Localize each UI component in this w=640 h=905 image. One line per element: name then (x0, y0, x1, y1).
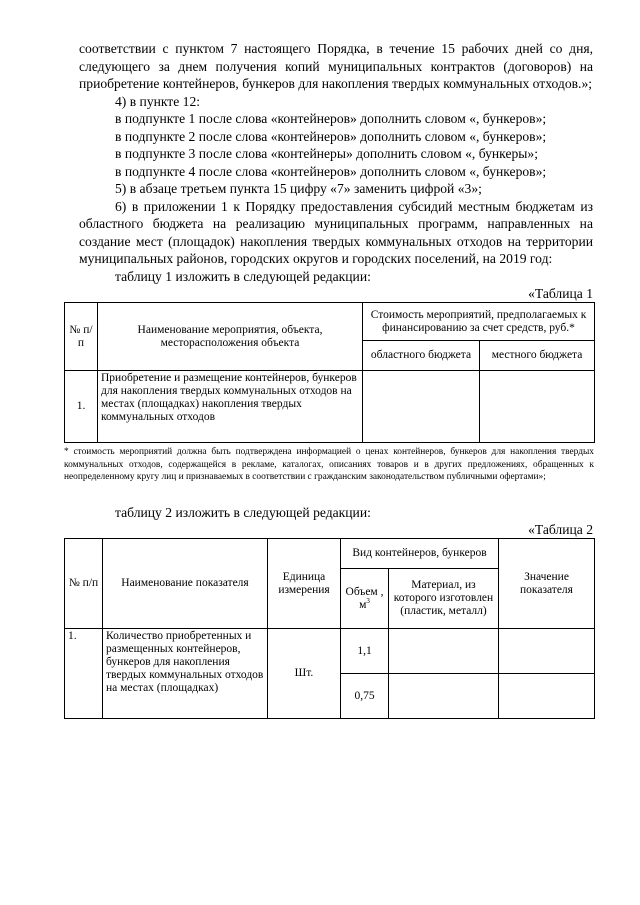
document-page (64, 40, 594, 719)
table2-row-name: Количество приобретенных и размещенных контейнеров, бункеров для накопления твердых коммунальных отходов на местах (площадках) (103, 629, 268, 719)
table2-value-1 (499, 629, 595, 674)
paragraph: таблицу 1 изложить в следующей редакции: (115, 268, 371, 284)
table2-header-kind: Вид контейнеров, бункеров (341, 539, 499, 569)
table1-header-cost: Стоимость мероприятий, предполагаемых к финансированию за счет средств, руб.* (363, 303, 595, 341)
footnote: * стоимость мероприятий должна быть подтверждена информацией о ценах контейнеров, бункеров для накопления твердых коммунальных отходов, содержащейся в рекламе, каталогах, описаниях товаров и в других предложениях, обращенных к неопределенному кругу лиц и признаваемых в соответствии с гражданским законодательством публичными офертами»; (64, 447, 594, 483)
paragraph: 5) в абзаце третьем пункта 15 цифру «7» заменить цифрой «3»; (115, 181, 482, 196)
paragraph: таблицу 2 изложить в следующей редакции: (115, 504, 371, 520)
table2-header-unit: Единица измерения (268, 539, 341, 629)
table2-header-value: Значение показателя (499, 539, 595, 629)
table1-header-num: № п/п (65, 303, 98, 371)
table1-header-name: Наименование мероприятия, объекта, месторасположения объекта (98, 303, 363, 371)
paragraph: соответствии с пунктом 7 настоящего Порядка, в течение 15 рабочих дней со дня, следующего за днем получения копий муниципальных контрактов (договоров) на приобретение контейнеров, бункеров для накопления твердых коммунальных отходов.»; (79, 41, 593, 91)
table2-material-1 (389, 629, 499, 674)
table1-row-name: Приобретение и размещение контейнеров, бункеров для накопления твердых коммунальных отходов на местах (площадках) накопления твердых коммунальных отходов (98, 371, 363, 443)
table-1 (64, 302, 595, 443)
table2-header-volume (341, 569, 389, 629)
paragraph: в подпункте 3 после слова «контейнеры» дополнить словом «, бункеры»; (115, 146, 538, 161)
table1-row-local (480, 371, 595, 443)
table1-row-regional (363, 371, 480, 443)
volume-label: Объем , м (345, 585, 384, 611)
table1-row-num: 1. (65, 371, 98, 443)
paragraph: 4) в пункте 12: (115, 93, 201, 109)
table2-volume-2: 0,75 (341, 674, 389, 719)
table2-row-num: 1. (65, 629, 103, 719)
volume-superscript: 3 (366, 596, 370, 605)
table2-value-2 (499, 674, 595, 719)
table2-header-name: Наименование показателя (103, 539, 268, 629)
table1-header-local: местного бюджета (480, 341, 595, 371)
table2-material-2 (389, 674, 499, 719)
paragraph: в подпункте 1 после слова «контейнеров» дополнить словом «, бункеров»; (115, 111, 547, 126)
table2-caption: «Таблица 2 (528, 522, 593, 538)
table2-row-unit: Шт. (268, 629, 341, 719)
table2-volume-1: 1,1 (341, 629, 389, 674)
table2-header-num: № п/п (65, 539, 103, 629)
table1-header-regional: областного бюджета (363, 341, 480, 371)
table-2 (64, 538, 595, 719)
table2-header-material: Материал, из которого изготовлен (пластик, металл) (389, 569, 499, 629)
table1-caption: «Таблица 1 (528, 286, 593, 301)
paragraph: 6) в приложении 1 к Порядку предоставления субсидий местным бюджетам из областного бюджета на реализацию муниципальных программ, направленных на создание мест (площадок) накопления твердых коммунальных отходов на территории муниципальных районов, городских округов и городских поселений, на 2019 год: (79, 198, 593, 266)
paragraph: в подпункте 4 после слова «контейнеров» дополнить словом «, бункеров»; (115, 163, 547, 179)
paragraph: в подпункте 2 после слова «контейнеров» дополнить словом «, бункеров»; (115, 128, 547, 144)
